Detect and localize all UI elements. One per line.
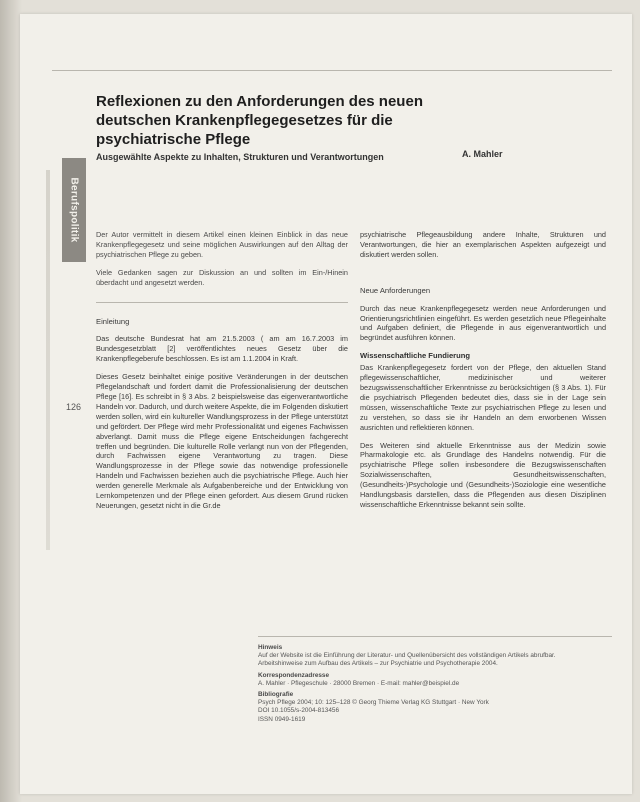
body-paragraph: psychiatrische Pflegeausbildung andere Inhalte, Strukturen und Verantwortungen, die hier an exemplarischen Aspekten aufgezeigt und diskutiert werden sollen. [360,230,606,259]
article-header [96,92,516,162]
sub-heading-fundierung: Wissenschaftliche Fundierung [360,351,471,361]
page-number: 126 [66,402,82,412]
body-paragraph: Dieses Gesetz beinhaltet einige positive Veränderungen in der deutschen Pflegelandschaft und fordert damit die Professionalisierung der deutschen Pflege [16]. Es schreibt in § 3 Abs. 2 beispielsweise das eigenverantwortliche Handeln vor. Dadurch, und durch weitere Aspekte, die im Folgenden diskutiert werden sollen, wird ein kultureller Wandlungsprozess in der Pflege unterstützt und gefördert. Der Pflege wird mehr Professionalität und eigenes Fachwissen abverlangt. Damit muss die Pflege eigene Entscheidungen fachgerecht treffen und begründen. Die kulturelle Rolle verlangt nun von der Pflegenden, durch Fachwissen eigene Verantwortung zu tragen. Diese Wandlungsprozesse in der Pflege sowie das notwendige professionelle Handeln und Fachwissen beziehen auch die psychiatrische Pflege. Auch hier werden generelle Merkmale als Aufgabenbereiche und der Entwicklung von Lernkompetenzen und der Pflege einen gefordert. Aus diesem Grund rücken Neuerungen, gesetzt nicht in die Gr.de [96,372,348,510]
section-side-tab [62,158,86,262]
body-paragraph: Das Krankenpflegegesetz fordert von der Pflege, den aktuellen Stand pflegewissenschaftlicher, medizinischer und weiterer bezugswissenschaftlicher Erkenntnisse zu berücksichtigen (§ 3 Abs. 1). Für die psychiatrisch Pflegenden bedeutet dies, dass sie in der Lage sein müssen, wissenschaftliche Texte zur psychiatrischen Pflege zu lesen und zu verstehen, so dass sie ihr Handeln an dem erworbenen Wissen ausrichten und reflektieren können. [360,363,606,432]
header-rule [52,70,612,71]
article-subtitle: Ausgewählte Aspekte zu Inhalten, Strukturen und Verantwortungen [96,152,384,162]
right-column [360,230,606,518]
info-line: A. Mahler · Pflegeschule · 28000 Bremen · E-mail: mahler@beispiel.de [258,679,460,687]
title-line: psychiatrische Pflege [96,131,251,148]
title-line: deutschen Krankenpflegegesetzes für die [96,112,393,129]
abstract [96,230,348,288]
article-author: A. Mahler [462,149,503,159]
info-line: Psych Pflege 2004; 10: 125–128 © Georg Thieme Verlag KG Stuttgart · New York [258,699,489,707]
side-tab-label: Berufspolitik [68,177,80,243]
info-box [258,636,612,742]
abstract-paragraph: Der Autor vermittelt in diesem Artikel einen kleinen Einblick in das neue Krankenpflegegesetz und seine möglichen Auswirkungen auf den Alltag der psychiatrischen Pflege zu geben. [96,230,348,259]
info-line: Arbeitshinweise zum Aufbau des Artikels – zur Psychiatrie und Psychotherapie 2004. [258,660,498,668]
body-paragraph: Des Weiteren sind aktuelle Erkenntnisse aus der Medizin sowie Pharmakologie etc. als Grundlage des Handelns notwendig. Für die psychiatrische Pflege sollen insbesondere die Bezugswissenschaften Sozialwissenschaften, Gesundheitswissenschaften, (Gesundheits-)Psychologie und (Gesundheits-)Soziologie eine wesentliche Handlungsbasis darstellen, dass die Pflegenden aus diesen Disziplinen wissenschaftliche Erkenntnisse bekannt sein sollte. [360,440,606,509]
info-label-note: Hinweis [258,644,283,651]
info-line: Auf der Website ist die Einführung der Literatur- und Quellenübersicht des vollständigen Artikels abrufbar. [258,652,556,660]
abstract-paragraph: Viele Gedanken sagen zur Diskussion an und sollten im Ein-/Hinein überdacht und angesetzt werden. [96,267,348,287]
body-paragraph: Das deutsche Bundesrat hat am 21.5.2003 ( am am 16.7.2003 im Bundesgesetzblatt [2] veröffentlichtes neues Gesetz über die Krankenpflegeberufe beschlossen. Es ist am 1.1.2004 in Kraft. [96,334,348,364]
scan-edge-shadow [0,0,22,802]
info-line: DOI 10.1055/s-2004-813456 [258,707,340,715]
info-label-address: Korrespondenzadresse [258,671,330,679]
section-heading-neue-anforderungen: Neue Anforderungen [360,285,431,295]
info-line: ISSN 0949-1619 [258,715,306,723]
info-label-bibliography: Bibliografie [258,691,294,699]
abstract-divider [96,302,348,303]
title-line: Reflexionen zu den Anforderungen des neuen [96,93,423,110]
body-paragraph: Durch das neue Krankenpflegegesetz werden neue Anforderungen und Orientierungsrichtlinien eingeführt. Es werden gesetzlich neue Pflegeinhalte und Aufgaben definiert, die Pflegende in aus eigenverantwortlich und begründet ausführen können. [360,303,606,343]
left-column [96,230,348,519]
scan-mark [46,170,50,550]
article-title [96,92,516,149]
section-heading-einleitung: Einleitung [96,316,130,326]
